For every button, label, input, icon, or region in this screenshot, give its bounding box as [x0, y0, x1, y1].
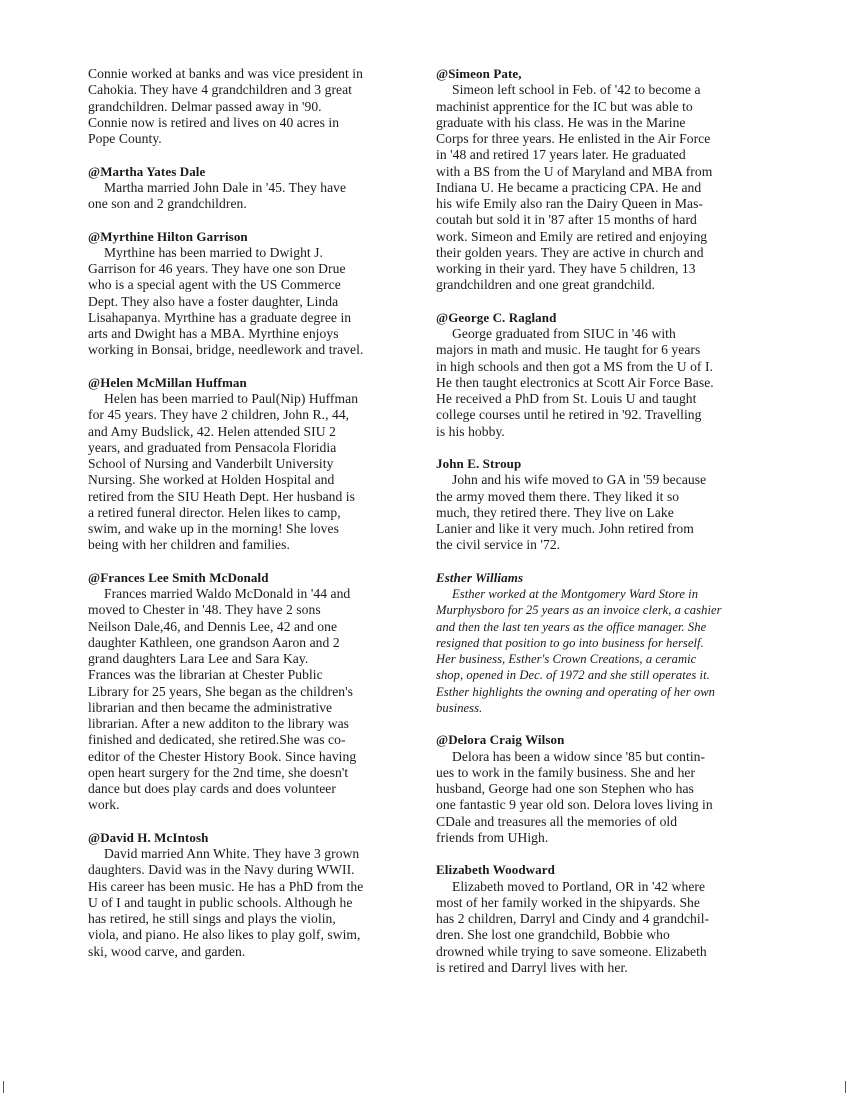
paragraph-gap — [436, 846, 756, 862]
text-line: a retired funeral director. Helen likes to camp, — [88, 504, 341, 520]
text-line: graduate with his class. He was in the Marine — [436, 114, 686, 130]
entry-name: Esther Williams — [436, 569, 524, 585]
text-line: with a BS from the U of Maryland and MBA from — [436, 163, 713, 179]
text-line: Esther worked at the Montgomery Ward Store in — [452, 587, 699, 601]
entry-name: @Helen McMillan Huffman — [88, 374, 247, 390]
text-line: Frances was the librarian at Chester Public — [88, 667, 323, 683]
text-line: has retired, he still sings and plays the violin, — [88, 911, 336, 926]
text-line: one fantastic 9 year old son. Delora loves living in — [436, 797, 713, 813]
text-line: moved to Chester in '48. They have 2 sons — [88, 602, 321, 618]
left-column — [88, 66, 410, 960]
text-line: grandchildren and one great grandchild. — [436, 277, 655, 293]
text-line: His career has been music. He has a PhD from the — [88, 878, 364, 894]
text-line: working in Bonsai, bridge, needlework and travel. — [88, 342, 364, 358]
paragraph-gap — [88, 212, 410, 228]
alumni-entry — [436, 66, 756, 294]
text-line: He then taught electronics at Scott Air Force Base. — [436, 374, 714, 390]
text-line: grand daughters Lara Lee and Sara Kay. — [88, 651, 309, 666]
scan-mark-left — [3, 1081, 4, 1093]
alumni-entry — [436, 732, 756, 846]
text-line: ski, wood carve, and garden. — [88, 943, 246, 959]
text-line: Elizabeth moved to Portland, OR in '42 where — [452, 878, 706, 894]
text-line: Myrthine has been married to Dwight J. — [104, 244, 323, 260]
text-line: who is a special agent with the US Commerce — [88, 277, 341, 293]
alumni-entry — [436, 862, 756, 976]
text-line: work. Simeon and Emily are retired and enjoying — [436, 228, 708, 244]
entry-name: @Simeon Pate, — [436, 66, 522, 81]
text-line: much, they retired there. They live on Lake — [436, 504, 674, 520]
text-line: Cahokia. They have 4 grandchildren and 3 great — [88, 82, 353, 98]
entry-name: @Frances Lee Smith McDonald — [88, 569, 269, 585]
text-line: Simeon left school in Feb. of '42 to become a — [452, 82, 701, 98]
text-line: Dept. They also have a foster daughter, Linda — [88, 293, 339, 309]
text-line: friends from UHigh. — [436, 829, 549, 845]
alumni-entry — [436, 570, 756, 716]
alumni-entry — [88, 164, 410, 213]
text-line: librarian and then became the administrative — [88, 699, 333, 715]
text-line: Neilson Dale,46, and Dennis Lee, 42 and one — [88, 618, 338, 634]
alumni-entry — [436, 310, 756, 440]
text-line: and Amy Budslick, 42. Helen attended SIU 2 — [88, 423, 336, 439]
text-line: work. — [88, 797, 120, 813]
text-line: dance but does play cards and does volunteer — [88, 781, 336, 796]
text-line: Library for 25 years, She began as the children's — [88, 683, 353, 699]
paragraph-gap — [88, 554, 410, 570]
text-line: and then the last ten years as the office manager. She — [436, 619, 707, 634]
paragraph-gap — [88, 147, 410, 163]
text-line: grandchildren. Delmar passed away in '90. — [88, 98, 322, 114]
text-line: Martha married John Dale in '45. They have — [104, 179, 347, 195]
text-line: college courses until he retired in '92. Travelling — [436, 407, 702, 423]
paragraph-gap — [436, 716, 756, 732]
paragraph-gap — [88, 814, 410, 830]
text-line: drowned while trying to save someone. Elizabeth — [436, 943, 707, 959]
text-line: Lisahapanya. Myrthine has a graduate degree in — [88, 309, 352, 325]
text-line: for 45 years. They have 2 children, John R., 44, — [88, 407, 350, 423]
paragraph-gap — [436, 440, 756, 456]
text-line: one son and 2 grandchildren. — [88, 196, 247, 211]
text-line: Esther highlights the owning and operating of her own — [436, 684, 716, 699]
paragraph-gap — [436, 554, 756, 570]
text-line: Her business, Esther's Crown Creations, a ceramic — [436, 652, 697, 666]
text-line: his wife Emily also ran the Dairy Queen in Mas- — [436, 196, 703, 211]
entry-name: @Myrthine Hilton Garrison — [88, 228, 248, 244]
text-line: majors in math and music. He taught for 6 years — [436, 342, 701, 358]
text-line: viola, and piano. He also likes to play golf, swim, — [88, 927, 361, 943]
text-line: Delora has been a widow since '85 but contin- — [452, 748, 706, 764]
text-line: daughters. David was in the Navy during WWII. — [88, 862, 355, 878]
text-line: in high schools and then got a MS from the U of I. — [436, 358, 713, 374]
text-line: has 2 children, Darryl and Cindy and 4 grandchil- — [436, 911, 710, 926]
text-line: Indiana U. He became a practicing CPA. He and — [436, 179, 702, 195]
text-line: School of Nursing and Vanderbilt University — [88, 456, 334, 471]
alumni-entry — [88, 830, 410, 960]
text-line: the civil service in '72. — [436, 537, 561, 553]
text-line: in '48 and retired 17 years later. He graduated — [436, 147, 686, 163]
entry-name: John E. Stroup — [436, 456, 522, 471]
text-line: working in their yard. They have 5 children, 13 — [436, 261, 696, 276]
text-line: is retired and Darryl lives with her. — [436, 959, 628, 975]
paragraph-gap — [436, 294, 756, 310]
text-line: Corps for three years. He enlisted in the Air Force — [436, 131, 711, 146]
text-line: the army moved them there. They liked it so — [436, 488, 680, 504]
text-line: machinist apprentice for the IC but was able to — [436, 98, 693, 114]
text-line: Murphysboro for 25 years as an invoice clerk, a cashier — [436, 603, 722, 618]
text-line: is his hobby. — [436, 423, 505, 439]
text-line: Lanier and like it very much. John retired from — [436, 521, 694, 536]
text-line: Nursing. She worked at Holden Hospital and — [88, 472, 335, 488]
text-line: He received a PhD from St. Louis U and taught — [436, 391, 697, 406]
text-line: U of I and taught in public schools. Although he — [88, 894, 353, 910]
alumni-entry — [436, 456, 756, 554]
entry-name: @Martha Yates Dale — [88, 163, 206, 179]
text-line: Connie worked at banks and was vice president in — [88, 66, 363, 81]
entry-name: Elizabeth Woodward — [436, 862, 555, 878]
alumni-entry — [88, 570, 410, 814]
text-line: editor of the Chester History Book. Since having — [88, 748, 357, 764]
text-line: Frances married Waldo McDonald in '44 and — [104, 586, 351, 601]
text-line: shop, opened in Dec. of 1972 and she still operates it. — [436, 668, 710, 683]
text-line: swim, and wake up in the morning! She loves — [88, 521, 339, 536]
text-line: open heart surgery for the 2nd time, she doesn't — [88, 764, 349, 780]
text-line: business. — [436, 700, 483, 715]
alumni-entry — [88, 229, 410, 359]
text-line: Garrison for 46 years. They have one son Drue — [88, 261, 346, 276]
text-line: their golden years. They are active in church and — [436, 244, 704, 260]
text-line: Pope County. — [88, 131, 162, 146]
entry-name: @George C. Ragland — [436, 309, 557, 325]
text-line: Connie now is retired and lives on 40 acres in — [88, 114, 340, 130]
text-line: daughter Kathleen, one grandson Aaron and 2 — [88, 634, 340, 650]
right-column — [436, 66, 756, 976]
scan-mark-right — [845, 1081, 846, 1093]
text-line: dren. She lost one grandchild, Bobbie who — [436, 927, 670, 943]
text-line: George graduated from SIUC in '46 with — [452, 326, 676, 341]
text-line: coutah but sold it in '87 after 15 months of hard — [436, 212, 697, 228]
text-line: Helen has been married to Paul(Nip) Huffman — [104, 391, 359, 406]
paragraph-gap — [88, 359, 410, 375]
text-line: ues to work in the family business. She and her — [436, 764, 696, 780]
text-line: retired from the SIU Heath Dept. Her husband is — [88, 488, 355, 504]
continued-paragraph — [88, 66, 410, 147]
entry-name: @David H. McIntosh — [88, 829, 209, 845]
text-line: John and his wife moved to GA in '59 because — [452, 472, 707, 488]
text-line: resigned that position to go into business for herself. — [436, 635, 704, 650]
entry-name: @Delora Craig Wilson — [436, 732, 565, 748]
text-line: most of her family worked in the shipyards. She — [436, 894, 700, 910]
text-line: being with her children and families. — [88, 537, 290, 553]
text-line: CDale and treasures all the memories of old — [436, 813, 678, 829]
text-line: librarian. After a new additon to the library was — [88, 716, 350, 731]
text-line: David married Ann White. They have 3 grown — [104, 846, 360, 861]
text-line: arts and Dwight has a MBA. Myrthine enjoys — [88, 326, 339, 341]
text-line: finished and dedicated, she retired.She was co- — [88, 732, 346, 748]
alumni-entry — [88, 375, 410, 554]
text-line: years, and graduated from Pensacola Floridia — [88, 439, 337, 455]
text-line: husband, George had one son Stephen who has — [436, 781, 694, 796]
